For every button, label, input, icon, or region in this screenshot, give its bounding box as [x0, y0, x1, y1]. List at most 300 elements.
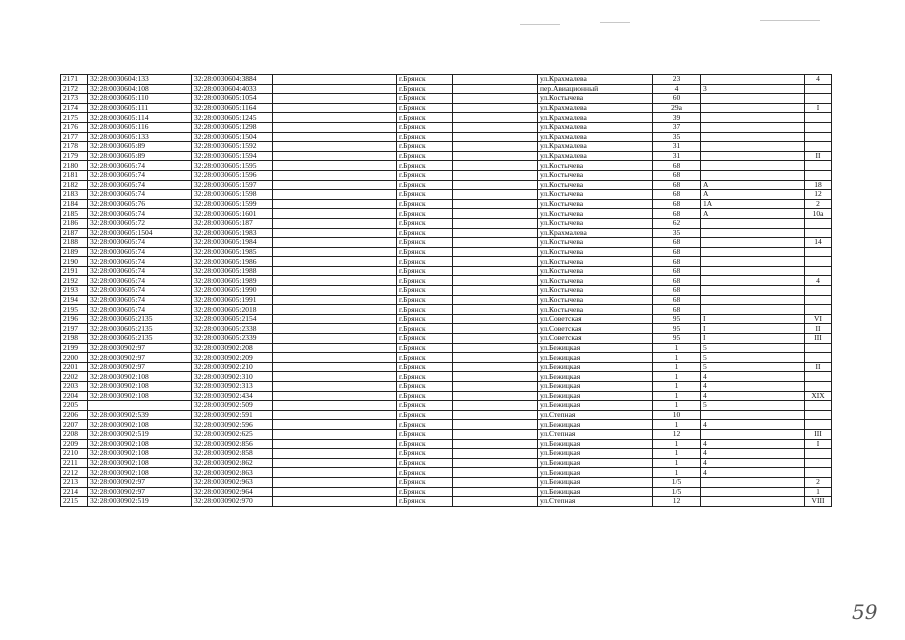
cell-house-number: 68 [653, 266, 701, 276]
table-row [61, 276, 832, 286]
cell-object-cadastral-number: 32:28:0030902:313 [192, 382, 273, 392]
table-row [61, 468, 832, 478]
cell-street: ул.Костычева [538, 238, 653, 248]
cell-building-suffix: 4 [701, 391, 805, 401]
cell-apartment: VI [805, 314, 832, 324]
cell-city: г.Брянск [397, 382, 453, 392]
cell-apartment [805, 122, 832, 132]
cell-object-cadastral-number: 32:28:0030902:208 [192, 343, 273, 353]
cell-apartment: I [805, 439, 832, 449]
cell-street: ул.Бежицкая [538, 372, 653, 382]
cell-blank-column [273, 103, 397, 113]
cell-building-suffix [701, 429, 805, 439]
cell-parcel-cadastral-number: 32:28:0030604:133 [88, 75, 192, 85]
cell-apartment: 2 [805, 477, 832, 487]
cell-building-suffix [701, 247, 805, 257]
cell-apartment [805, 94, 832, 104]
cell-apartment: 10а [805, 209, 832, 219]
cell-apartment [805, 343, 832, 353]
cell-city: г.Брянск [397, 257, 453, 267]
cell-city: г.Брянск [397, 468, 453, 478]
cell-building-suffix [701, 113, 805, 123]
cell-object-cadastral-number: 32:28:0030604:3884 [192, 75, 273, 85]
table-row [61, 170, 832, 180]
table-row [61, 429, 832, 439]
cell-house-number: 68 [653, 295, 701, 305]
cell-street: ул.Бежицкая [538, 343, 653, 353]
cell-object-cadastral-number: 32:28:0030605:2154 [192, 314, 273, 324]
cell-building-suffix [701, 477, 805, 487]
cell-city: г.Брянск [397, 266, 453, 276]
cell-house-number: 95 [653, 324, 701, 334]
table-row [61, 343, 832, 353]
cell-house-number: 60 [653, 94, 701, 104]
table-row [61, 180, 832, 190]
cell-blank-column [273, 324, 397, 334]
cell-apartment [805, 228, 832, 238]
cell-blank-column-2 [453, 190, 538, 200]
cell-parcel-cadastral-number: 32:28:0030902:108 [88, 449, 192, 459]
cell-blank-column-2 [453, 151, 538, 161]
cell-row-number: 2202 [61, 372, 88, 382]
cell-apartment [805, 257, 832, 267]
cell-blank-column [273, 84, 397, 94]
cell-object-cadastral-number: 32:28:0030902:862 [192, 458, 273, 468]
cell-blank-column-2 [453, 391, 538, 401]
cell-building-suffix [701, 132, 805, 142]
cell-city: г.Брянск [397, 180, 453, 190]
cell-parcel-cadastral-number: 32:28:0030605:74 [88, 266, 192, 276]
cell-blank-column [273, 113, 397, 123]
cell-parcel-cadastral-number: 32:28:0030902:519 [88, 497, 192, 507]
cell-row-number: 2214 [61, 487, 88, 497]
cell-blank-column-2 [453, 113, 538, 123]
cell-apartment [805, 382, 832, 392]
scan-mark [760, 20, 820, 21]
cell-city: г.Брянск [397, 420, 453, 430]
cell-parcel-cadastral-number: 32:28:0030902:108 [88, 468, 192, 478]
cell-object-cadastral-number: 32:28:0030902:509 [192, 401, 273, 411]
cell-street: пер.Авиационный [538, 84, 653, 94]
cell-building-suffix: I [701, 314, 805, 324]
cell-city: г.Брянск [397, 199, 453, 209]
cell-city: г.Брянск [397, 372, 453, 382]
cell-house-number: 1 [653, 401, 701, 411]
cell-row-number: 2197 [61, 324, 88, 334]
table-row [61, 314, 832, 324]
cell-building-suffix [701, 218, 805, 228]
cell-street: ул.Степная [538, 429, 653, 439]
cell-row-number: 2208 [61, 429, 88, 439]
cell-row-number: 2205 [61, 401, 88, 411]
table-row [61, 372, 832, 382]
cell-building-suffix: 1А [701, 199, 805, 209]
cell-parcel-cadastral-number: 32:28:0030605:74 [88, 257, 192, 267]
cell-object-cadastral-number: 32:28:0030902:863 [192, 468, 273, 478]
cell-street: ул.Бежицкая [538, 362, 653, 372]
cell-house-number: 1/5 [653, 477, 701, 487]
cell-apartment: 1 [805, 487, 832, 497]
cell-building-suffix: А [701, 190, 805, 200]
cell-blank-column [273, 209, 397, 219]
records-table [60, 74, 832, 507]
table-row [61, 324, 832, 334]
cell-building-suffix [701, 94, 805, 104]
cell-building-suffix: 5 [701, 353, 805, 363]
cell-row-number: 2181 [61, 170, 88, 180]
scan-mark [600, 22, 630, 23]
cell-row-number: 2209 [61, 439, 88, 449]
cell-blank-column [273, 401, 397, 411]
cell-apartment: XIX [805, 391, 832, 401]
table-row [61, 458, 832, 468]
cell-parcel-cadastral-number: 32:28:0030605:89 [88, 151, 192, 161]
cell-object-cadastral-number: 32:28:0030902:858 [192, 449, 273, 459]
cell-building-suffix: 4 [701, 439, 805, 449]
cell-blank-column-2 [453, 218, 538, 228]
table-row [61, 103, 832, 113]
table-row [61, 401, 832, 411]
cell-row-number: 2200 [61, 353, 88, 363]
cell-parcel-cadastral-number: 32:28:0030902:97 [88, 343, 192, 353]
cell-house-number: 4 [653, 84, 701, 94]
cell-blank-column [273, 132, 397, 142]
cell-blank-column [273, 420, 397, 430]
cell-row-number: 2178 [61, 142, 88, 152]
cell-blank-column-2 [453, 122, 538, 132]
cell-house-number: 1/5 [653, 487, 701, 497]
cell-blank-column [273, 439, 397, 449]
cell-parcel-cadastral-number: 32:28:0030605:2135 [88, 314, 192, 324]
cell-apartment [805, 410, 832, 420]
cell-parcel-cadastral-number: 32:28:0030605:2135 [88, 324, 192, 334]
cell-blank-column-2 [453, 497, 538, 507]
cell-house-number: 1 [653, 353, 701, 363]
cell-street: ул.Советская [538, 334, 653, 344]
cell-object-cadastral-number: 32:28:0030605:1504 [192, 132, 273, 142]
cell-object-cadastral-number: 32:28:0030605:1598 [192, 190, 273, 200]
cell-house-number: 1 [653, 362, 701, 372]
cell-object-cadastral-number: 32:28:0030605:1245 [192, 113, 273, 123]
scan-mark [520, 24, 560, 25]
cell-city: г.Брянск [397, 324, 453, 334]
cell-street: ул.Костычева [538, 180, 653, 190]
cell-street: ул.Бежицкая [538, 353, 653, 363]
cell-building-suffix: I [701, 334, 805, 344]
cell-city: г.Брянск [397, 439, 453, 449]
cell-row-number: 2173 [61, 94, 88, 104]
cell-row-number: 2195 [61, 305, 88, 315]
cell-blank-column-2 [453, 75, 538, 85]
cell-city: г.Брянск [397, 84, 453, 94]
cell-blank-column-2 [453, 180, 538, 190]
cell-building-suffix [701, 286, 805, 296]
cell-object-cadastral-number: 32:28:0030605:187 [192, 218, 273, 228]
cell-house-number: 1 [653, 382, 701, 392]
table-row [61, 295, 832, 305]
cell-row-number: 2176 [61, 122, 88, 132]
cell-parcel-cadastral-number: 32:28:0030605:2135 [88, 334, 192, 344]
cell-row-number: 2183 [61, 190, 88, 200]
cell-object-cadastral-number: 32:28:0030902:434 [192, 391, 273, 401]
cell-blank-column [273, 257, 397, 267]
cell-street: ул.Крахмалева [538, 151, 653, 161]
cell-street: ул.Крахмалева [538, 142, 653, 152]
cell-building-suffix [701, 276, 805, 286]
cell-blank-column-2 [453, 477, 538, 487]
cell-house-number: 12 [653, 429, 701, 439]
table-row [61, 151, 832, 161]
cell-house-number: 68 [653, 305, 701, 315]
cell-apartment [805, 401, 832, 411]
cell-parcel-cadastral-number: 32:28:0030605:74 [88, 305, 192, 315]
cell-street: ул.Костычева [538, 247, 653, 257]
cell-blank-column [273, 334, 397, 344]
cell-city: г.Брянск [397, 497, 453, 507]
cell-blank-column [273, 497, 397, 507]
cell-blank-column-2 [453, 94, 538, 104]
cell-object-cadastral-number: 32:28:0030605:1986 [192, 257, 273, 267]
cell-blank-column-2 [453, 228, 538, 238]
cell-building-suffix [701, 228, 805, 238]
cell-parcel-cadastral-number: 32:28:0030605:116 [88, 122, 192, 132]
cell-parcel-cadastral-number: 32:28:0030605:74 [88, 190, 192, 200]
cell-blank-column [273, 429, 397, 439]
cell-parcel-cadastral-number: 32:28:0030605:74 [88, 295, 192, 305]
cell-parcel-cadastral-number: 32:28:0030902:108 [88, 439, 192, 449]
cell-house-number: 1 [653, 391, 701, 401]
cell-street: ул.Бежицкая [538, 401, 653, 411]
cell-row-number: 2206 [61, 410, 88, 420]
cell-blank-column [273, 286, 397, 296]
cell-parcel-cadastral-number: 32:28:0030605:74 [88, 209, 192, 219]
cell-object-cadastral-number: 32:28:0030604:4033 [192, 84, 273, 94]
cell-object-cadastral-number: 32:28:0030605:1594 [192, 151, 273, 161]
cell-parcel-cadastral-number: 32:28:0030605:114 [88, 113, 192, 123]
cell-building-suffix [701, 410, 805, 420]
cell-blank-column [273, 238, 397, 248]
cell-city: г.Брянск [397, 103, 453, 113]
cell-house-number: 68 [653, 209, 701, 219]
cell-building-suffix: 4 [701, 458, 805, 468]
cell-city: г.Брянск [397, 353, 453, 363]
cell-blank-column [273, 372, 397, 382]
cell-apartment [805, 113, 832, 123]
cell-street: ул.Костычева [538, 257, 653, 267]
cell-house-number: 1 [653, 372, 701, 382]
cell-blank-column-2 [453, 458, 538, 468]
cell-city: г.Брянск [397, 75, 453, 85]
cell-object-cadastral-number: 32:28:0030902:970 [192, 497, 273, 507]
cell-parcel-cadastral-number: 32:28:0030902:108 [88, 372, 192, 382]
cell-object-cadastral-number: 32:28:0030605:1990 [192, 286, 273, 296]
cell-blank-column [273, 247, 397, 257]
cell-object-cadastral-number: 32:28:0030605:1597 [192, 180, 273, 190]
cell-building-suffix: I [701, 324, 805, 334]
cell-building-suffix: 3 [701, 84, 805, 94]
cell-city: г.Брянск [397, 334, 453, 344]
cell-row-number: 2177 [61, 132, 88, 142]
cell-city: г.Брянск [397, 458, 453, 468]
cell-object-cadastral-number: 32:28:0030902:596 [192, 420, 273, 430]
cell-house-number: 68 [653, 190, 701, 200]
cell-blank-column [273, 151, 397, 161]
cell-house-number: 39 [653, 113, 701, 123]
cell-blank-column [273, 353, 397, 363]
cell-house-number: 68 [653, 286, 701, 296]
cell-row-number: 2215 [61, 497, 88, 507]
cell-city: г.Брянск [397, 209, 453, 219]
cell-blank-column [273, 477, 397, 487]
cell-blank-column-2 [453, 429, 538, 439]
cell-object-cadastral-number: 32:28:0030605:1596 [192, 170, 273, 180]
cell-row-number: 2204 [61, 391, 88, 401]
cell-apartment [805, 266, 832, 276]
table-row [61, 161, 832, 171]
cell-row-number: 2210 [61, 449, 88, 459]
cell-blank-column [273, 142, 397, 152]
table-row [61, 113, 832, 123]
cell-blank-column [273, 190, 397, 200]
table-row [61, 449, 832, 459]
cell-apartment [805, 170, 832, 180]
cell-parcel-cadastral-number: 32:28:0030902:97 [88, 353, 192, 363]
cell-city: г.Брянск [397, 343, 453, 353]
cell-blank-column-2 [453, 401, 538, 411]
cell-house-number: 10 [653, 410, 701, 420]
cell-row-number: 2180 [61, 161, 88, 171]
table-body [61, 75, 832, 507]
table-row [61, 334, 832, 344]
cell-apartment [805, 286, 832, 296]
cell-blank-column-2 [453, 449, 538, 459]
cell-apartment [805, 420, 832, 430]
cell-city: г.Брянск [397, 151, 453, 161]
cell-apartment [805, 84, 832, 94]
table-row [61, 132, 832, 142]
table-row [61, 75, 832, 85]
cell-apartment [805, 372, 832, 382]
cell-blank-column-2 [453, 199, 538, 209]
cell-house-number: 29а [653, 103, 701, 113]
cell-row-number: 2196 [61, 314, 88, 324]
cell-row-number: 2198 [61, 334, 88, 344]
cell-parcel-cadastral-number: 32:28:0030605:74 [88, 180, 192, 190]
cell-apartment: 2 [805, 199, 832, 209]
cell-house-number: 23 [653, 75, 701, 85]
cell-city: г.Брянск [397, 142, 453, 152]
cell-blank-column-2 [453, 362, 538, 372]
cell-building-suffix: 4 [701, 449, 805, 459]
table-row [61, 247, 832, 257]
cell-city: г.Брянск [397, 122, 453, 132]
cell-blank-column-2 [453, 286, 538, 296]
cell-street: ул.Костычева [538, 218, 653, 228]
table-row [61, 362, 832, 372]
cell-row-number: 2213 [61, 477, 88, 487]
cell-house-number: 95 [653, 314, 701, 324]
cell-building-suffix: 5 [701, 401, 805, 411]
cell-blank-column [273, 276, 397, 286]
cell-parcel-cadastral-number: 32:28:0030605:74 [88, 286, 192, 296]
table-row [61, 238, 832, 248]
cell-row-number: 2175 [61, 113, 88, 123]
cell-row-number: 2184 [61, 199, 88, 209]
cell-street: ул.Бежицкая [538, 477, 653, 487]
cell-city: г.Брянск [397, 276, 453, 286]
cell-apartment [805, 449, 832, 459]
cell-blank-column [273, 362, 397, 372]
cell-house-number: 1 [653, 439, 701, 449]
cell-object-cadastral-number: 32:28:0030902:210 [192, 362, 273, 372]
cell-house-number: 1 [653, 458, 701, 468]
cell-row-number: 2193 [61, 286, 88, 296]
cell-blank-column-2 [453, 420, 538, 430]
cell-building-suffix: 5 [701, 362, 805, 372]
cell-object-cadastral-number: 32:28:0030902:209 [192, 353, 273, 363]
table-row [61, 199, 832, 209]
cell-blank-column-2 [453, 295, 538, 305]
cell-city: г.Брянск [397, 94, 453, 104]
cell-blank-column-2 [453, 372, 538, 382]
cell-city: г.Брянск [397, 132, 453, 142]
cell-apartment [805, 468, 832, 478]
cell-street: ул.Костычева [538, 94, 653, 104]
cell-blank-column-2 [453, 314, 538, 324]
cell-blank-column-2 [453, 343, 538, 353]
cell-house-number: 95 [653, 334, 701, 344]
cell-apartment [805, 295, 832, 305]
cell-building-suffix [701, 497, 805, 507]
cell-building-suffix: 4 [701, 382, 805, 392]
cell-street: ул.Бежицкая [538, 420, 653, 430]
cell-street: ул.Костычева [538, 276, 653, 286]
page-number: 59 [852, 600, 878, 624]
cell-object-cadastral-number: 32:28:0030605:1298 [192, 122, 273, 132]
cell-row-number: 2201 [61, 362, 88, 372]
cell-street: ул.Бежицкая [538, 391, 653, 401]
cell-object-cadastral-number: 32:28:0030605:1983 [192, 228, 273, 238]
cell-street: ул.Бежицкая [538, 439, 653, 449]
cell-object-cadastral-number: 32:28:0030902:964 [192, 487, 273, 497]
cell-blank-column-2 [453, 84, 538, 94]
cell-building-suffix [701, 295, 805, 305]
cell-apartment [805, 132, 832, 142]
cell-blank-column-2 [453, 353, 538, 363]
cell-blank-column-2 [453, 170, 538, 180]
cell-row-number: 2207 [61, 420, 88, 430]
cell-parcel-cadastral-number: 32:28:0030902:97 [88, 487, 192, 497]
cell-blank-column [273, 468, 397, 478]
cell-blank-column-2 [453, 132, 538, 142]
cell-building-suffix [701, 487, 805, 497]
cell-house-number: 68 [653, 257, 701, 267]
cell-blank-column-2 [453, 305, 538, 315]
table-row [61, 142, 832, 152]
cell-house-number: 12 [653, 497, 701, 507]
cell-house-number: 35 [653, 132, 701, 142]
cell-house-number: 1 [653, 449, 701, 459]
cell-street: ул.Крахмалева [538, 103, 653, 113]
cell-house-number: 68 [653, 199, 701, 209]
table-row [61, 84, 832, 94]
cell-blank-column [273, 449, 397, 459]
cell-parcel-cadastral-number: 32:28:0030605:89 [88, 142, 192, 152]
cell-city: г.Брянск [397, 286, 453, 296]
cell-street: ул.Крахмалева [538, 113, 653, 123]
cell-apartment: II [805, 151, 832, 161]
cell-street: ул.Крахмалева [538, 122, 653, 132]
